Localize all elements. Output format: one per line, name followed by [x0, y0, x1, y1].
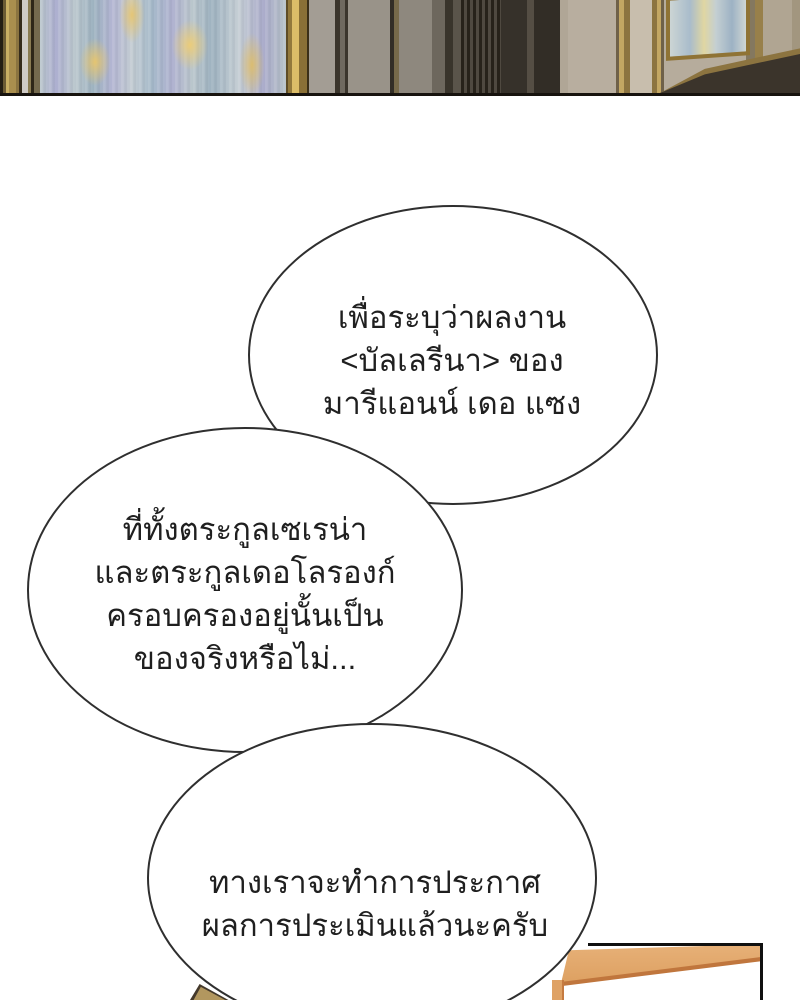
speech-line: <บัลเลรีนา> ของ: [340, 343, 564, 378]
speech-text-2: [45, 508, 445, 680]
gallery-wall-artwork: [0, 0, 800, 96]
panel-bottom-border: [0, 93, 800, 96]
framed-picture: [666, 0, 750, 61]
speech-line: และตระกูลเดอโลรองก์: [94, 555, 396, 590]
speech-line: ทางเราจะทำการประกาศ: [209, 865, 541, 900]
speech-line: เพื่อระบุว่าผลงาน: [337, 300, 567, 335]
speech-line: ที่ทั้งตระกูลเซเรน่า: [122, 512, 368, 547]
speech-line: ของจริงหรือไม่...: [133, 641, 357, 676]
painting-frame-right-edge: [286, 0, 309, 93]
wooden-leg: [552, 980, 564, 1000]
speech-text-3: [175, 861, 575, 947]
speech-line: ผลการประเมินแล้วนะครับ: [201, 908, 549, 943]
painting-frame-left-edge: [0, 0, 40, 93]
wall-paneling: [309, 0, 560, 93]
next-panel-top-border: [588, 943, 763, 946]
wall-slat-cluster: [461, 0, 501, 93]
next-panel-right-border: [760, 943, 763, 1000]
speech-line: ครอบครองอยู่นั้นเป็น: [106, 598, 384, 633]
abstract-painting: [40, 0, 286, 93]
speech-text-1: [252, 296, 652, 425]
next-panel-preview: [552, 940, 763, 1000]
speech-line: มารีแอนน์ เดอ แซง: [322, 386, 582, 421]
